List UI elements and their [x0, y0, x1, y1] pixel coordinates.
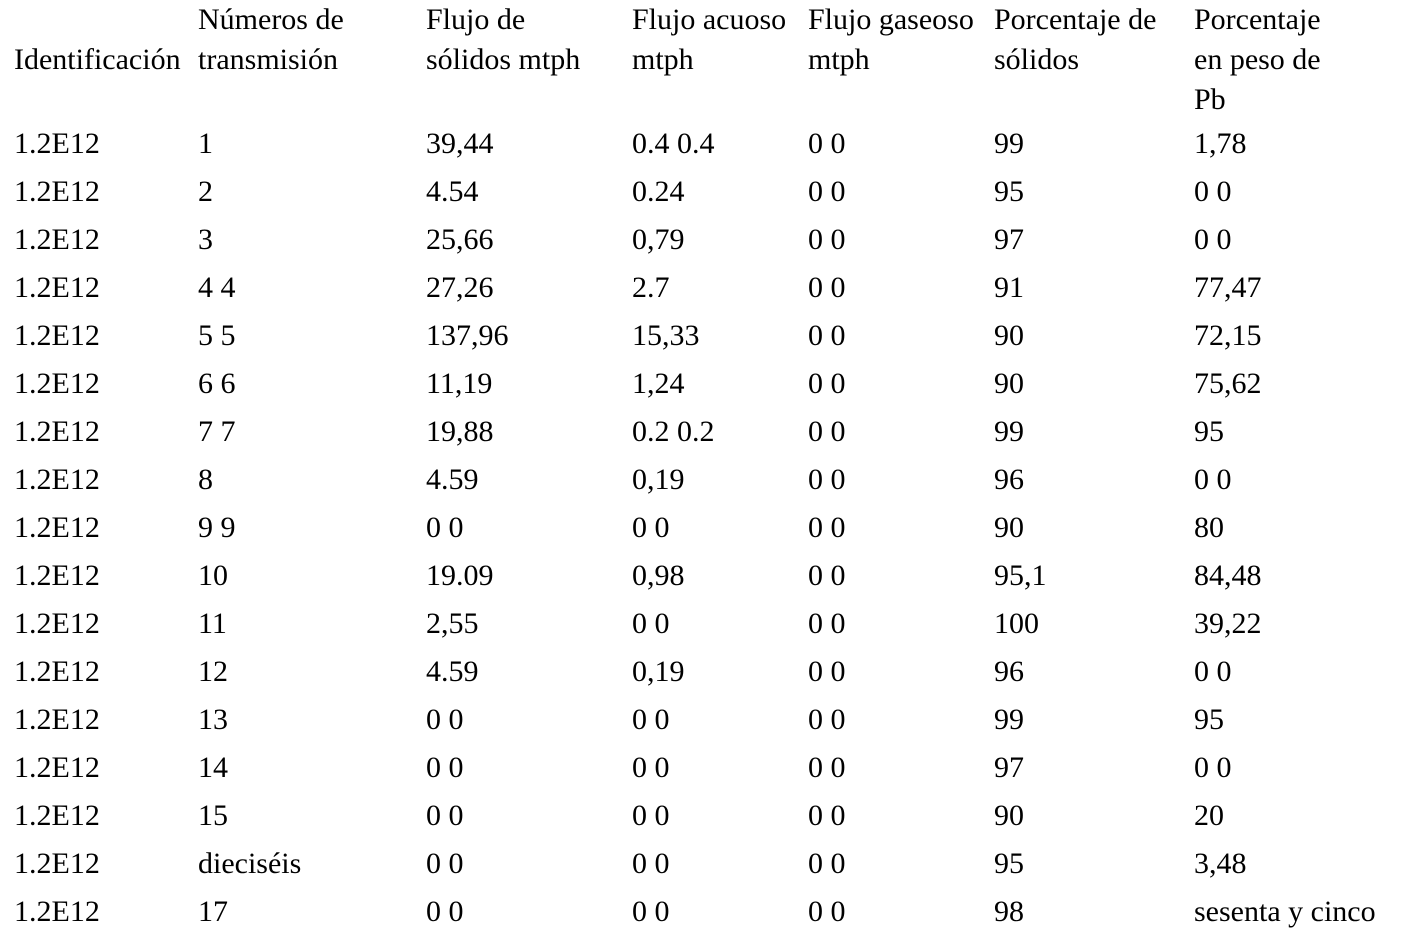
cell-porcentaje-pb: sesenta y cinco — [1194, 895, 1376, 928]
cell-numero-transmision: 15 — [198, 799, 228, 832]
cell-flujo-gaseoso: 0 0 — [808, 607, 846, 640]
cell-flujo-acuoso: 1,24 — [632, 367, 685, 400]
cell-flujo-gaseoso: 0 0 — [808, 175, 846, 208]
cell-flujo-solidos: 19,88 — [426, 415, 494, 448]
cell-porcentaje-pb: 84,48 — [1194, 559, 1262, 592]
header-porcentaje-pb — [1194, 0, 1394, 120]
cell-porcentaje-pb: 77,47 — [1194, 271, 1262, 304]
cell-flujo-gaseoso: 0 0 — [808, 367, 846, 400]
cell-identificacion: 1.2E12 — [14, 367, 100, 400]
header-row — [14, 0, 1394, 120]
cell-numero-transmision: 17 — [198, 895, 228, 928]
header-porcentaje-pb-label: Porcentaje en peso de Pb — [1194, 3, 1321, 116]
cell-numero-transmision: 1 — [198, 127, 213, 160]
table-header — [14, 0, 1394, 120]
cell-porcentaje-solidos: 97 — [994, 223, 1024, 256]
cell-porcentaje-solidos: 95 — [994, 175, 1024, 208]
cell-porcentaje-solidos: 96 — [994, 463, 1024, 496]
table-row — [14, 408, 1394, 456]
cell-numero-transmision: 7 7 — [198, 415, 236, 448]
header-flujo-gaseoso-label: Flujo gaseoso mtph — [808, 3, 974, 76]
header-numeros-transmision — [198, 0, 426, 120]
cell-porcentaje-pb: 39,22 — [1194, 607, 1262, 640]
header-flujo-solidos-label: Flujo de sólidos mtph — [426, 3, 581, 76]
cell-numero-transmision: 5 5 — [198, 319, 236, 352]
cell-flujo-acuoso: 0,79 — [632, 223, 685, 256]
cell-flujo-gaseoso: 0 0 — [808, 415, 846, 448]
cell-identificacion: 1.2E12 — [14, 703, 100, 736]
cell-flujo-gaseoso: 0 0 — [808, 703, 846, 736]
cell-porcentaje-pb: 75,62 — [1194, 367, 1262, 400]
cell-flujo-acuoso: 15,33 — [632, 319, 700, 352]
header-numeros-transmision-label: Números de transmisión — [198, 3, 344, 76]
cell-numero-transmision: 14 — [198, 751, 228, 784]
cell-porcentaje-pb: 72,15 — [1194, 319, 1262, 352]
cell-flujo-solidos: 11,19 — [426, 367, 493, 400]
table-row — [14, 216, 1394, 264]
cell-flujo-gaseoso: 0 0 — [808, 127, 846, 160]
cell-numero-transmision: 8 — [198, 463, 213, 496]
header-porcentaje-solidos-label: Porcentaje de sólidos — [994, 3, 1157, 76]
cell-identificacion: 1.2E12 — [14, 271, 100, 304]
stream-data-table — [14, 0, 1394, 936]
cell-flujo-acuoso: 0,19 — [632, 463, 685, 496]
cell-flujo-solidos: 4.54 — [426, 175, 479, 208]
cell-flujo-solidos: 19.09 — [426, 559, 494, 592]
cell-flujo-solidos: 0 0 — [426, 751, 464, 784]
cell-flujo-gaseoso: 0 0 — [808, 847, 846, 880]
cell-numero-transmision: 3 — [198, 223, 213, 256]
cell-flujo-acuoso: 2.7 — [632, 271, 670, 304]
cell-flujo-solidos: 4.59 — [426, 463, 479, 496]
table-row — [14, 264, 1394, 312]
cell-flujo-solidos: 0 0 — [426, 895, 464, 928]
cell-porcentaje-pb: 0 0 — [1194, 655, 1232, 688]
cell-porcentaje-pb: 3,48 — [1194, 847, 1247, 880]
cell-porcentaje-solidos: 90 — [994, 511, 1024, 544]
cell-identificacion: 1.2E12 — [14, 511, 100, 544]
cell-flujo-gaseoso: 0 0 — [808, 319, 846, 352]
cell-porcentaje-solidos: 96 — [994, 655, 1024, 688]
header-porcentaje-solidos — [994, 0, 1194, 120]
cell-flujo-solidos: 137,96 — [426, 319, 509, 352]
cell-flujo-solidos: 39,44 — [426, 127, 494, 160]
cell-porcentaje-pb: 0 0 — [1194, 751, 1232, 784]
cell-porcentaje-solidos: 100 — [994, 607, 1039, 640]
table-row — [14, 888, 1394, 936]
cell-flujo-gaseoso: 0 0 — [808, 655, 846, 688]
cell-porcentaje-solidos: 95 — [994, 847, 1024, 880]
cell-numero-transmision: 10 — [198, 559, 228, 592]
header-identificacion: Identificación — [14, 43, 181, 76]
table-row — [14, 696, 1394, 744]
cell-identificacion: 1.2E12 — [14, 223, 100, 256]
cell-flujo-solidos: 0 0 — [426, 799, 464, 832]
table-row — [14, 600, 1394, 648]
cell-flujo-acuoso: 0 0 — [632, 511, 670, 544]
cell-numero-transmision: 4 4 — [198, 271, 236, 304]
cell-flujo-acuoso: 0 0 — [632, 895, 670, 928]
cell-flujo-solidos: 27,26 — [426, 271, 494, 304]
cell-flujo-gaseoso: 0 0 — [808, 271, 846, 304]
cell-identificacion: 1.2E12 — [14, 751, 100, 784]
cell-porcentaje-solidos: 98 — [994, 895, 1024, 928]
cell-numero-transmision: dieciséis — [198, 847, 302, 880]
cell-flujo-gaseoso: 0 0 — [808, 463, 846, 496]
cell-flujo-acuoso: 0 0 — [632, 751, 670, 784]
cell-identificacion: 1.2E12 — [14, 847, 100, 880]
cell-flujo-gaseoso: 0 0 — [808, 223, 846, 256]
cell-numero-transmision: 2 — [198, 175, 213, 208]
cell-identificacion: 1.2E12 — [14, 415, 100, 448]
cell-identificacion: 1.2E12 — [14, 175, 100, 208]
table-body — [14, 120, 1394, 936]
table-row — [14, 456, 1394, 504]
cell-porcentaje-pb: 20 — [1194, 799, 1224, 832]
cell-identificacion: 1.2E12 — [14, 607, 100, 640]
cell-identificacion: 1.2E12 — [14, 895, 100, 928]
cell-porcentaje-solidos: 90 — [994, 367, 1024, 400]
table-row — [14, 120, 1394, 168]
table-row — [14, 744, 1394, 792]
table-row — [14, 504, 1394, 552]
table-row — [14, 360, 1394, 408]
cell-flujo-solidos: 4.59 — [426, 655, 479, 688]
cell-flujo-solidos: 2,55 — [426, 607, 479, 640]
cell-flujo-gaseoso: 0 0 — [808, 799, 846, 832]
cell-numero-transmision: 9 9 — [198, 511, 236, 544]
cell-porcentaje-solidos: 97 — [994, 751, 1024, 784]
cell-porcentaje-pb: 95 — [1194, 703, 1224, 736]
cell-porcentaje-solidos: 99 — [994, 415, 1024, 448]
cell-identificacion: 1.2E12 — [14, 127, 100, 160]
cell-porcentaje-pb: 0 0 — [1194, 175, 1232, 208]
cell-porcentaje-pb: 0 0 — [1194, 463, 1232, 496]
cell-porcentaje-solidos: 99 — [994, 703, 1024, 736]
cell-porcentaje-solidos: 99 — [994, 127, 1024, 160]
table-row — [14, 312, 1394, 360]
cell-flujo-gaseoso: 0 0 — [808, 511, 846, 544]
cell-identificacion: 1.2E12 — [14, 463, 100, 496]
cell-numero-transmision: 12 — [198, 655, 228, 688]
header-flujo-solidos — [426, 0, 632, 120]
cell-flujo-acuoso: 0 0 — [632, 703, 670, 736]
cell-identificacion: 1.2E12 — [14, 319, 100, 352]
cell-porcentaje-solidos: 90 — [994, 319, 1024, 352]
cell-flujo-acuoso: 0,19 — [632, 655, 685, 688]
cell-porcentaje-solidos: 95,1 — [994, 559, 1047, 592]
cell-flujo-acuoso: 0.24 — [632, 175, 685, 208]
cell-flujo-acuoso: 0 0 — [632, 847, 670, 880]
cell-flujo-solidos: 25,66 — [426, 223, 494, 256]
cell-identificacion: 1.2E12 — [14, 559, 100, 592]
cell-numero-transmision: 11 — [198, 607, 227, 640]
table-row — [14, 552, 1394, 600]
header-flujo-acuoso — [632, 0, 808, 120]
cell-numero-transmision: 6 6 — [198, 367, 236, 400]
cell-identificacion: 1.2E12 — [14, 799, 100, 832]
cell-flujo-gaseoso: 0 0 — [808, 559, 846, 592]
cell-flujo-gaseoso: 0 0 — [808, 895, 846, 928]
cell-porcentaje-pb: 0 0 — [1194, 223, 1232, 256]
cell-flujo-acuoso: 0.2 0.2 — [632, 415, 715, 448]
cell-flujo-solidos: 0 0 — [426, 703, 464, 736]
cell-flujo-acuoso: 0,98 — [632, 559, 685, 592]
cell-flujo-solidos: 0 0 — [426, 847, 464, 880]
cell-porcentaje-pb: 1,78 — [1194, 127, 1247, 160]
cell-porcentaje-pb: 95 — [1194, 415, 1224, 448]
cell-flujo-gaseoso: 0 0 — [808, 751, 846, 784]
cell-porcentaje-solidos: 91 — [994, 271, 1024, 304]
table-row — [14, 840, 1394, 888]
cell-flujo-acuoso: 0 0 — [632, 607, 670, 640]
table-row — [14, 792, 1394, 840]
cell-porcentaje-pb: 80 — [1194, 511, 1224, 544]
cell-identificacion: 1.2E12 — [14, 655, 100, 688]
cell-numero-transmision: 13 — [198, 703, 228, 736]
cell-flujo-solidos: 0 0 — [426, 511, 464, 544]
cell-flujo-acuoso: 0 0 — [632, 799, 670, 832]
header-flujo-acuoso-label: Flujo acuoso mtph — [632, 3, 787, 76]
table-row — [14, 648, 1394, 696]
header-flujo-gaseoso — [808, 0, 994, 120]
table-row — [14, 168, 1394, 216]
cell-porcentaje-solidos: 90 — [994, 799, 1024, 832]
cell-flujo-acuoso: 0.4 0.4 — [632, 127, 715, 160]
